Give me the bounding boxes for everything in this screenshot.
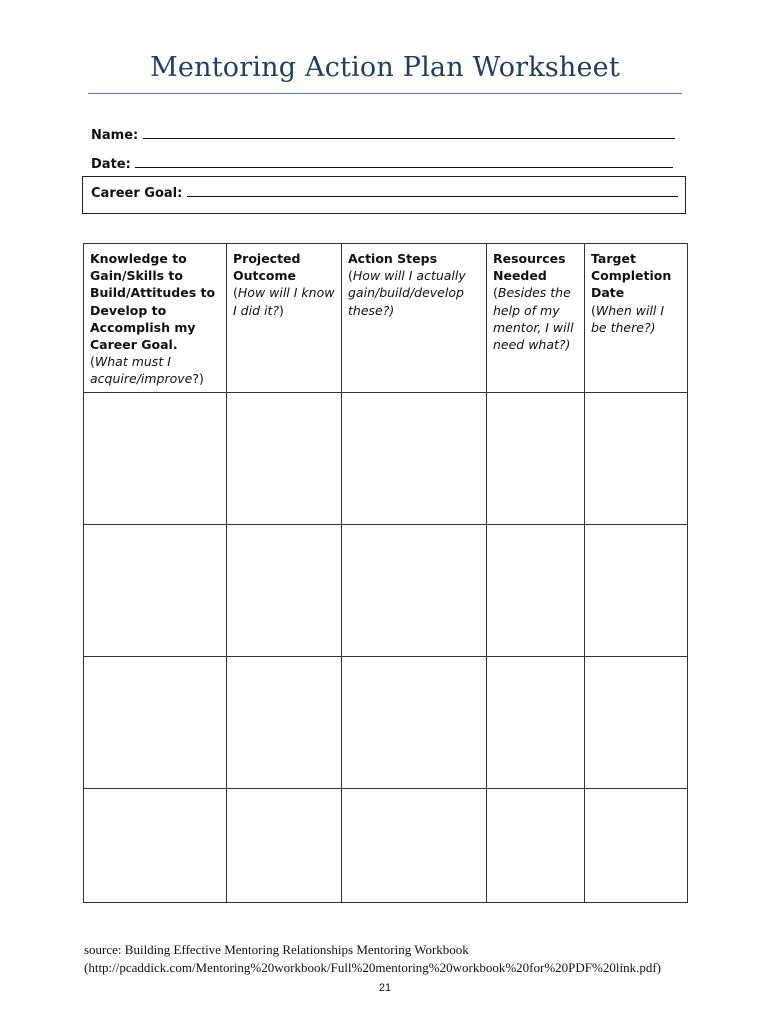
name-field[interactable] [91, 127, 675, 143]
table-cell[interactable] [487, 393, 585, 525]
table-cell[interactable] [342, 393, 487, 525]
table-cell[interactable] [84, 525, 227, 657]
table-row [84, 525, 688, 657]
header-cell-target-completion-date: Target Completion Date (When will I be there?) [585, 244, 688, 393]
page-number: 21 [378, 982, 392, 994]
title-underline [88, 93, 682, 94]
header-cell-resources-needed: Resources Needed (Besides the help of my mentor, I will need what?) [487, 244, 585, 393]
table-cell[interactable] [84, 789, 227, 903]
header-cell-projected-outcome: Projected Outcome (How will I know I did it?) [227, 244, 342, 393]
name-blank-line[interactable] [143, 127, 675, 139]
source-citation [84, 941, 661, 977]
table-header-row [84, 244, 688, 393]
table-cell[interactable] [585, 393, 688, 525]
header-cell-action-steps: Action Steps (How will I actually gain/build/develop these?) [342, 244, 487, 393]
table-cell[interactable] [84, 657, 227, 789]
table-cell[interactable] [227, 525, 342, 657]
date-blank-line[interactable] [135, 156, 673, 168]
header-cell-knowledge: Knowledge to Gain/Skills to Build/Attitudes to Develop to Accomplish my Career Goal. (What must I acquire/improve?) [84, 244, 227, 393]
table-cell[interactable] [227, 789, 342, 903]
table-row [84, 657, 688, 789]
table-cell[interactable] [487, 789, 585, 903]
table-cell[interactable] [487, 657, 585, 789]
table-cell[interactable] [585, 789, 688, 903]
source-line-1: source: Building Effective Mentoring Relationships Mentoring Workbook [84, 942, 469, 957]
table-cell[interactable] [227, 393, 342, 525]
table-row [84, 789, 688, 903]
date-field[interactable] [91, 156, 673, 172]
name-label: Name: [91, 128, 139, 143]
action-plan-table [83, 243, 688, 903]
source-line-2: (http://pcaddick.com/Mentoring%20workbook/Full%20mentoring%20workbook%20for%20PDF%20link.pdf) [84, 960, 661, 975]
career-goal-field[interactable] [91, 185, 678, 201]
table-cell[interactable] [342, 525, 487, 657]
table-row [84, 393, 688, 525]
table-cell[interactable] [585, 657, 688, 789]
career-goal-blank-line[interactable] [187, 185, 678, 197]
table-cell[interactable] [84, 393, 227, 525]
table-cell[interactable] [342, 657, 487, 789]
table-cell[interactable] [227, 657, 342, 789]
table-cell[interactable] [487, 525, 585, 657]
date-label: Date: [91, 157, 131, 172]
page-title: Mentoring Action Plan Worksheet [150, 52, 620, 83]
career-goal-label: Career Goal: [91, 186, 183, 201]
table-cell[interactable] [585, 525, 688, 657]
table-cell[interactable] [342, 789, 487, 903]
